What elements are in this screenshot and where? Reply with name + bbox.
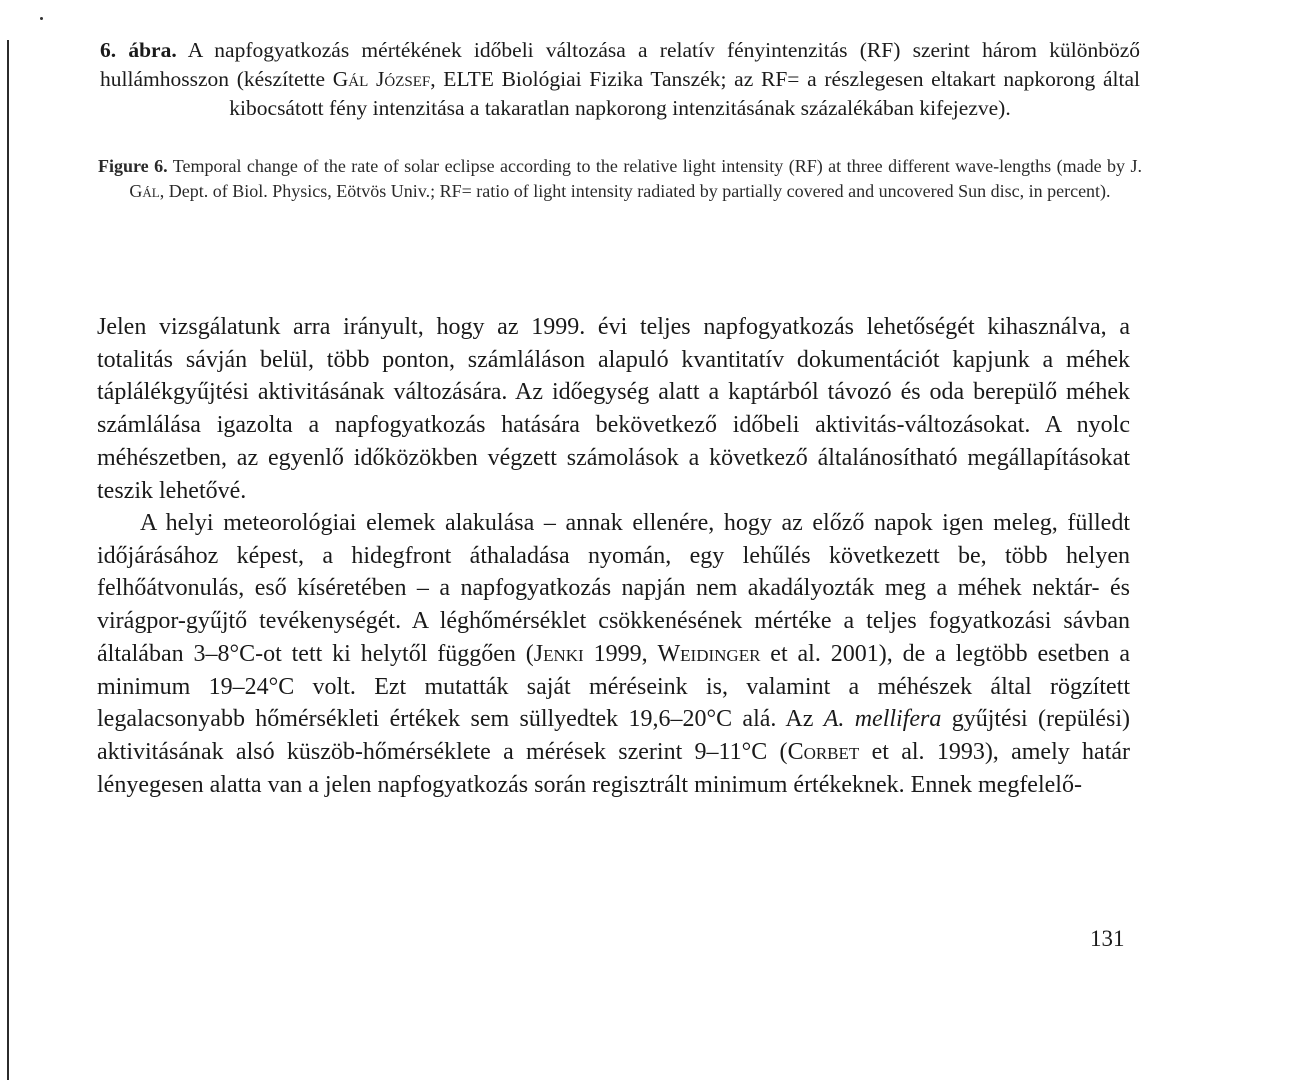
caption-hu-text-1: A napfogyatkozás mértékének időbeli változása a relatív fényintenzitás (RF) szerint három különböző hullámhosszon (készítette (100, 38, 1141, 91)
body-paragraph-2 (97, 507, 1130, 801)
para2-text-1: A helyi meteorológiai elemek alakulása – annak ellenére, hogy az előző napok igen meleg, fülledt időjárásához képest, a hidegfront áthaladása nyomán, egy lehűlés következett be, több helyen felhőátvonulás, eső kíséretében – a napfogyatkozás napján nem akadályozták meg a méhek nektár- és virágpor-gyűjtő tevékenységét. A léghőmérséklet csökkenésének mértéke a teljes fogyatkozási sávban általában 3–8°C-ot tett ki helytől függően ( (97, 510, 1130, 667)
figure-caption-hungarian (100, 36, 1140, 123)
citation-jenki: Jenki (533, 640, 584, 667)
species-name: A. mellifera (823, 706, 942, 733)
scan-speck (40, 17, 43, 20)
para2-text-2: 1999, (583, 640, 658, 667)
para2-text-4: gyűjtési (repülési) aktivitásának alsó küszöb-hőmérséklete a mérések szerint 9–11°C ( (97, 706, 1131, 765)
body-paragraph-1: Jelen vizsgálatunk arra irányult, hogy az 1999. évi teljes napfogyatkozás lehetőségét kihasználva, a totalitás sávján belül, több ponton, számláláson alapuló kvantitatív dokumentációt kapjunk a méhek táplálékgyűjtési aktivitásának változására. Az időegység alatt a kaptárból távozó és oda berepülő méhek számlálása igazolta a napfogyatkozás hatására bekövetkező időbeli aktivitás-változásokat. A nyolc méhészetben, az egyenlő időközökben végzett számolások a következő általánosítható megállapításokat teszik lehetővé. (97, 314, 1130, 504)
page-number: 131 (1090, 926, 1125, 951)
figure-caption-english (98, 154, 1142, 203)
caption-en-author: Gál (129, 180, 160, 201)
caption-hu-text-2: , ELTE Biológiai Fizika Tanszék; az RF= a részlegesen eltakart napkorong által kibocsátott fény intenzitása a takaratlan napkorong intenzitásának százalékában kifejezve). (229, 67, 1140, 120)
caption-en-text-2: , Dept. of Biol. Physics, Eötvös Univ.; RF= ratio of light intensity radiated by partially covered and uncovered Sun disc, in percent). (159, 180, 1111, 201)
figure-label-hu: 6. ábra. (100, 38, 177, 62)
caption-en-text-1: Temporal change of the rate of solar eclipse according to the relative light intensity (RF) at three different wave-lengths (made by J. (167, 156, 1142, 176)
caption-hu-author: Gál József (332, 67, 431, 91)
figure-label-en: Figure 6. (98, 156, 168, 176)
para2-text-5: et al. 1993), amely határ lényegesen alatta van a jelen napfogyatkozás során regisztrált minimum értékeknek. Ennek megfelelő- (97, 738, 1130, 798)
citation-weidinger: Weidinger (657, 640, 761, 667)
scan-left-margin-line (7, 40, 9, 1080)
para2-text-3: et al. 2001), de a legtöbb esetben a minimum 19–24°C volt. Ezt mutatták saját méréseink is, valamint a méhészek által rögzített legalacsonyabb hőmérsékleti értékek sem süllyedtek 19,6–20°C alá. Az (97, 640, 1131, 733)
citation-corbet: Corbet (787, 738, 860, 765)
